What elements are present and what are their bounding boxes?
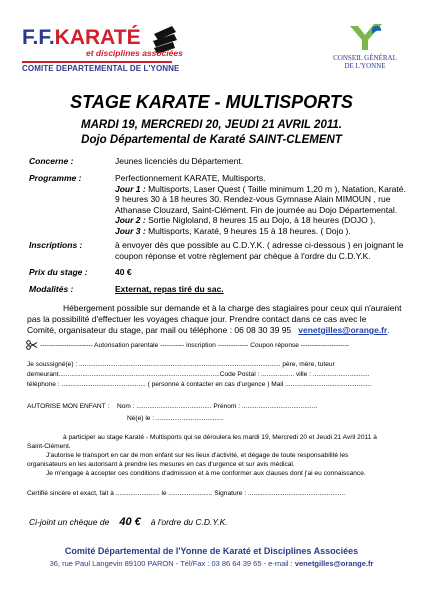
modalites-value: Externat, repas tiré du sac.: [115, 284, 224, 294]
programme-block: [115, 173, 406, 236]
inscriptions-label: Inscriptions :: [29, 240, 83, 250]
inscriptions-value: [115, 240, 404, 261]
day1-line2: 9 heures 30 à 18 heures 30. Rendez-vous Gymnase Alain MIMOUN , rue: [115, 194, 391, 204]
cg-line2: DE L'YONNE: [344, 62, 386, 70]
cheque-after: à l'ordre du C.D.Y.K.: [150, 517, 228, 527]
event-dates: MARDI 19, MERCREDI 20, JEUDI 21 AVRIL 2011.: [81, 119, 342, 131]
conseil-general-logo: [330, 22, 400, 80]
modalites-label: Modalités :: [29, 284, 74, 294]
hebergement-line3: [27, 325, 390, 336]
ff-divider: [22, 61, 172, 63]
inscriptions-line1: à envoyer dès que possible au C.D.Y.K. ( adresse ci-dessous ) en joignant le: [115, 240, 404, 250]
soussigne-field[interactable]: Je soussigné(e) : .............................................................................................................. père, mère, tuteur: [27, 361, 335, 368]
day2-label: Jour 2 :: [115, 215, 146, 225]
ffkarate-logo: [22, 26, 192, 76]
ff-karate-word: KARATÉ: [54, 26, 141, 49]
programme-label: Programme :: [29, 173, 82, 183]
footer-organization: Comité Départemental de l'Yonne de Karaté et Disciplines Associées: [64, 546, 359, 556]
hebergement-line1: Hébergement possible sur demande et à la charge des stagiaires pour ceux qui n'auraient: [63, 303, 402, 313]
engagement-line: Je m'engage à accepter ces conditions d'admission et à me conformer aux clauses dont j'ai eu connaissance.: [46, 470, 366, 477]
participation-line2: Saint-Clément.: [27, 443, 71, 450]
cheque-before: Ci-joint un chèque de: [29, 517, 110, 527]
event-location: Dojo Départemental de Karaté SAINT-CLEMENT: [81, 134, 342, 146]
footer-email-link[interactable]: venetgilles@orange.fr: [294, 559, 374, 568]
contact-email-link[interactable]: venetgilles@orange.fr: [298, 325, 388, 335]
day1-label: Jour 1 :: [115, 183, 146, 194]
demeurant-field[interactable]: demeurant........................................................................................Code Postal : .................. ville : ...............................: [27, 371, 370, 378]
cg-emblem-icon: [348, 22, 384, 52]
footer-address-text: 36, rue Paul Langevin 89100 PARON - Tél/Fax : 03 86 64 39 65 - e-mail :: [49, 559, 295, 568]
inscriptions-line2: coupon réponse et votre règlement par chèque à l'ordre du C.D.Y.K.: [115, 250, 371, 261]
day1-line3: Athanase Clouzard, Saint-Clément. Fin de journée au Dojo Départemental.: [115, 204, 398, 215]
ff-subtitle: et disciplines associées: [86, 48, 183, 58]
footer-address: [0, 559, 423, 568]
programme-day3: [115, 226, 406, 237]
date-naissance-field[interactable]: Né(e) le : .....................................: [127, 415, 224, 422]
coupon-separator: ------------------------ Autorisation parentale ----------- inscription -------------- Coupon réponse ----------------------: [40, 342, 350, 349]
hebergement-line2: pas la possibilité d'effectuer les voyages chaque jour. Prendre contact dans ce cas avec le: [27, 314, 367, 324]
transport-line1: J'autorise le transport en car de mon enfant sur les lieux d'activité, et dégage de toute responsabilité les: [46, 452, 349, 459]
ffkarate-wordmark: [22, 26, 141, 50]
certifie-field[interactable]: Certifié sincère et exact, fait à ........................ le ........................ Signature : .....................................................: [27, 490, 346, 497]
nom-prenom-field[interactable]: Nom : ......................................... Prénom : .........................................: [117, 403, 318, 410]
participation-line1: à participer au stage Karaté - Multisports qui se déroulera les mardi 19, Mercredi 20 et Jeudi 21 Avril 2011 à: [63, 434, 377, 441]
cg-label: [330, 54, 400, 70]
day3-text: Multisports, Karaté, 9 heures 15 à 18 heures. ( Dojo ).: [145, 225, 351, 236]
ff-initials: F.F.: [22, 26, 55, 49]
programme-intro: Perfectionnement KARATE, Multisports.: [115, 173, 266, 183]
hebergement-end: .: [387, 325, 390, 335]
page-title: STAGE KARATE - MULTISPORTS: [70, 92, 353, 112]
prix-value: 40 €: [115, 267, 132, 277]
day1-text: Multisports, Laser Quest ( Taille minimum 1,20 m ), Natation, Karaté.: [145, 183, 406, 194]
concerne-label: Concerne :: [29, 156, 74, 166]
programme-day1: [115, 184, 406, 195]
day3-label: Jour 3 :: [115, 225, 146, 236]
concerne-value: Jeunes licenciés du Département.: [115, 156, 244, 166]
telephone-field[interactable]: téléphone : .............................................. ( personne à contacter en cas d'urgence ) Mail ...............................................: [27, 381, 372, 388]
ff-comite-label: COMITE DEPARTEMENTAL DE L'YONNE: [22, 64, 180, 73]
cheque-line: [29, 516, 228, 528]
prix-label: Prix du stage :: [29, 267, 88, 277]
autorise-label: AUTORISE MON ENFANT :: [27, 403, 110, 410]
cg-line1: CONSEIL GÉNÉRAL: [333, 54, 397, 62]
scissors-icon: [26, 340, 38, 350]
programme-day2: [115, 215, 406, 226]
cheque-amount: 40 €: [119, 516, 141, 528]
transport-line2: organisateurs en les autorisant à prendre les mesures en cas d'urgence et sur avis médical.: [27, 461, 295, 468]
day2-text: Sortie Nigloland, 8 heures 15 au Dojo, à 18 heures (DOJO ).: [145, 215, 376, 225]
hebergement-phone: Comité, organisateur du stage, par mail ou téléphone : 06 08 30 39 95: [27, 325, 292, 335]
